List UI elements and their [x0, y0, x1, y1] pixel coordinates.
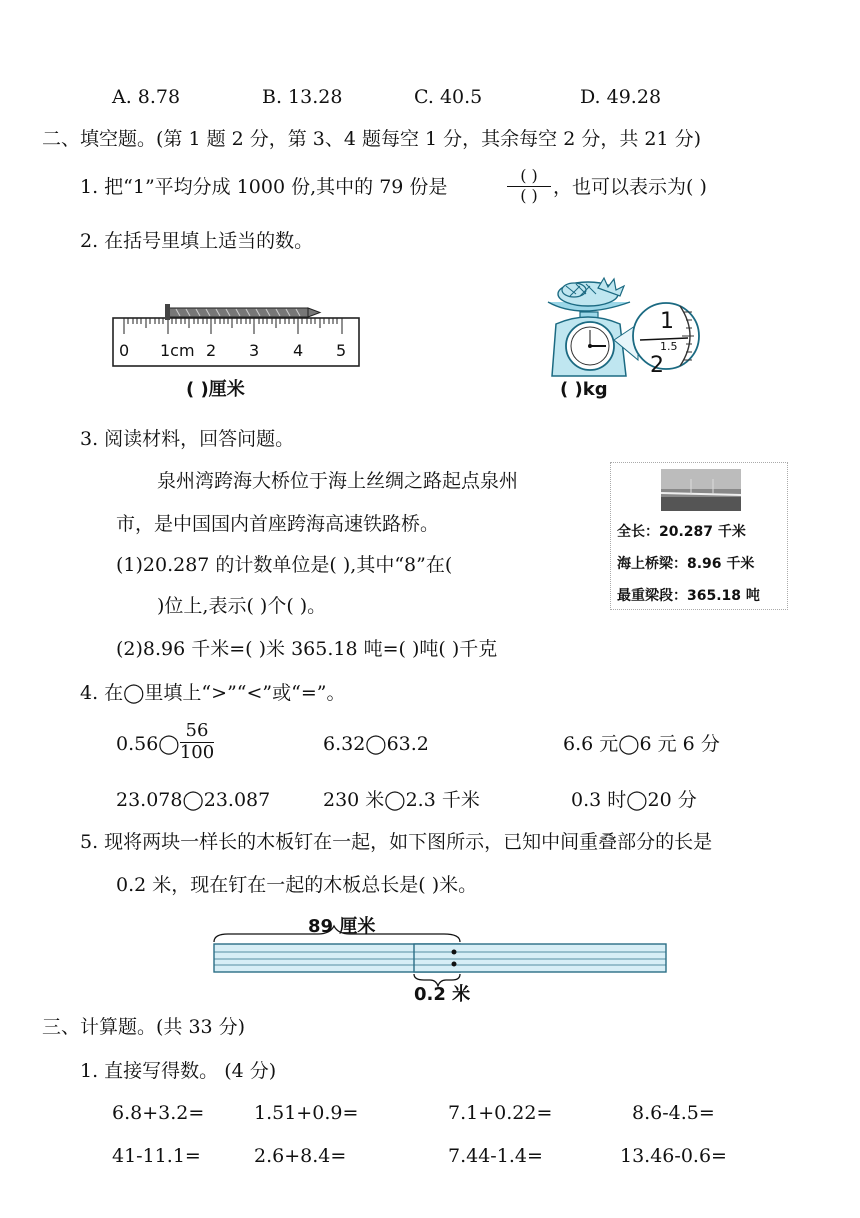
q2-3-para1: 泉州湾跨海大桥位于海上丝绸之路起点泉州: [157, 470, 519, 492]
fraction-denominator: 100: [179, 741, 215, 763]
calc-r2-3: 7.44-1.4=: [448, 1145, 543, 1167]
section3-heading: 三、计算题。(共 33 分): [42, 1016, 246, 1038]
ruler-figure: [110, 300, 365, 375]
option-b: B. 13.28: [262, 86, 343, 108]
nail-dot: [452, 950, 457, 955]
calc-r2-4: 13.46-0.6=: [620, 1145, 727, 1167]
q2-1-suffix: ，也可以表示为( ): [553, 176, 707, 198]
q3-1-text: 1. 直接写得数。 (4 分): [80, 1060, 277, 1082]
ruler-body: [113, 318, 359, 366]
right-board: [414, 944, 666, 972]
scale-body: [552, 312, 626, 376]
q2-4-r1c1: 0.56◯: [116, 733, 180, 755]
calc-r1-1: 6.8+3.2=: [112, 1102, 205, 1124]
ruler-label-5: 5: [336, 341, 347, 360]
q2-3-sub1b: )位上,表示( )个( )。: [157, 595, 327, 617]
q2-4-r2c1: 23.078◯23.087: [116, 789, 271, 811]
fraction-denominator: ( ): [520, 185, 538, 205]
ruler-label-3: 3: [249, 341, 260, 360]
q2-4-r2c3: 0.3 时◯20 分: [571, 789, 697, 811]
card-line-1: 全长：20.287 千米: [617, 524, 746, 540]
q2-4-r1c3: 6.6 元◯6 元 6 分: [563, 733, 720, 755]
q2-4-text: 4. 在◯里填上“>”“<”或“=”。: [80, 682, 346, 704]
label-89cm: 89 厘米: [308, 916, 376, 937]
option-c: C. 40.5: [414, 86, 483, 108]
wood-boards-figure: [208, 912, 668, 1004]
fraction-numerator: 56: [185, 720, 209, 741]
q2-3-sub1a: (1)20.287 的计数单位是( ),其中“8”在(: [116, 554, 453, 576]
label-0-2m: 0.2 米: [414, 984, 471, 1004]
calc-r2-2: 2.6+8.4=: [254, 1145, 347, 1167]
q2-3-text: 3. 阅读材料，回答问题。: [80, 428, 295, 450]
ruler-label-0: 0: [119, 341, 130, 360]
ruler-label-2: 2: [206, 341, 217, 360]
ruler-label-4: 4: [293, 341, 304, 360]
q2-1-prefix: 1. 把“1”平均分成 1000 份,其中的 79 份是: [80, 176, 448, 198]
scale-answer: ( )kg: [560, 379, 608, 400]
section2-heading: 二、填空题。(第 1 题 2 分，第 3、4 题每空 1 分，其余每空 2 分，共 21 分): [42, 128, 702, 150]
q2-5-line2: 0.2 米，现在钉在一起的木板总长是( )米。: [116, 874, 478, 896]
q2-2-text: 2. 在括号里填上适当的数。: [80, 230, 314, 252]
card-line-3: 最重梁段：365.18 吨: [617, 588, 760, 604]
scale-figure: [540, 268, 710, 378]
q2-4-r2c2: 230 米◯2.3 千米: [323, 789, 480, 811]
ruler-answer: ( )厘米: [186, 379, 245, 400]
card-line-2: 海上桥梁：8.96 千米: [617, 556, 755, 572]
magnifier-icon: [614, 303, 699, 378]
q2-4-r1c2: 6.32◯63.2: [323, 733, 429, 755]
fraction-numerator: ( ): [520, 166, 538, 185]
q2-4-fraction: [180, 722, 214, 763]
option-d: D. 49.28: [580, 86, 662, 108]
bridge-photo: [661, 469, 741, 511]
calc-r2-1: 41-11.1=: [112, 1145, 201, 1167]
scale-label-1-5: 1.5: [660, 340, 678, 353]
option-a: A. 8.78: [112, 86, 181, 108]
bridge-info-card: [610, 462, 788, 610]
q2-1-fraction: [507, 168, 551, 205]
nail-dot: [452, 962, 457, 967]
scale-label-1: 1: [660, 309, 674, 334]
calc-r1-2: 1.51+0.9=: [254, 1102, 359, 1124]
scale-label-2: 2: [650, 353, 664, 378]
q2-3-sub2: (2)8.96 千米=( )米 365.18 吨=( )吨( )千克: [116, 638, 498, 660]
calc-r1-3: 7.1+0.22=: [448, 1102, 553, 1124]
pineapple-icon: [548, 278, 630, 311]
q2-5-line1: 5. 现将两块一样长的木板钉在一起，如下图所示，已知中间重叠部分的长是: [80, 831, 713, 853]
ruler-label-1: 1cm: [160, 341, 195, 360]
q2-3-para2: 市，是中国国内首座跨海高速铁路桥。: [116, 513, 440, 535]
calc-r1-4: 8.6-4.5=: [632, 1102, 715, 1124]
